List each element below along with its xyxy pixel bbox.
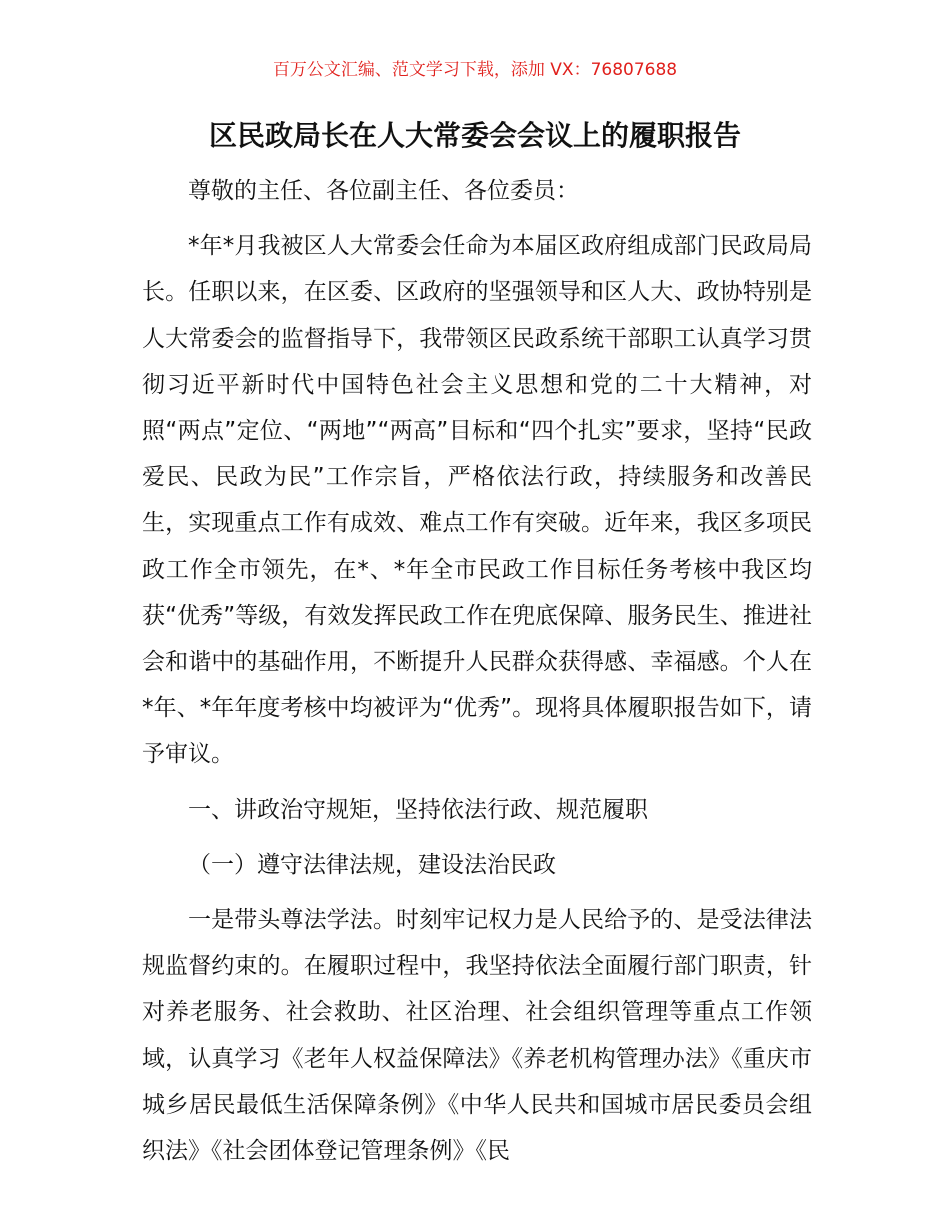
page-title: 区民政局长在人大常委会会议上的履职报告 xyxy=(208,119,741,152)
section-heading: 一、讲政治守规矩，坚持依法行政、规范履职 xyxy=(188,796,648,823)
document-body xyxy=(142,168,812,1174)
salutation: 尊敬的主任、各位副主任、各位委员： xyxy=(188,178,579,204)
subsection-heading: （一）遵守法律法规，建设法治民政 xyxy=(188,851,556,878)
watermark-header: 百万公文汇编、范文学习下载，添加 VX：76807688 xyxy=(272,60,678,80)
intro-paragraph: *年*月我被区人大常委会任命为本届区政府组成部门民政局局长。任职以来，在区委、区政府的坚强领导和区人大、政协特别是人大常委会的监督指导下，我带领区民政系统干部职工认真学习贯彻习近平新时代中国特色社会主义思想和党的二十大精神，对照“两点”定位、“两地”“两高”目标和“四个扎实”要求，坚持“民政爱民、民政为民”工作宗旨，严格依法行政，持续服务和改善民生，实现重点工作有成效、难点工作有突破。近年来，我区多项民政工作全市领先，在*、*年全市民政工作目标任务考核中我区均获“优秀”等级，有效发挥民政工作在兜底保障、服务民生、推进社会和谐中的基础作用，不断提升人民群众获得感、幸福感。个人在*年、*年年度考核中均被评为“优秀”。现将具体履职报告如下，请予审议。 xyxy=(142,233,812,768)
body-paragraph: 一是带头尊法学法。时刻牢记权力是人民给予的、是受法律法规监督约束的。在履职过程中，我坚持依法全面履行部门职责，针对养老服务、社会救助、社区治理、社会组织管理等重点工作领域，认真学习《老年人权益保障法》《养老机构管理办法》《重庆市城乡居民最低生活保障条例》《中华人民共和国城市居民委员会组织法》《社会团体登记管理条例》《民 xyxy=(142,907,812,1165)
